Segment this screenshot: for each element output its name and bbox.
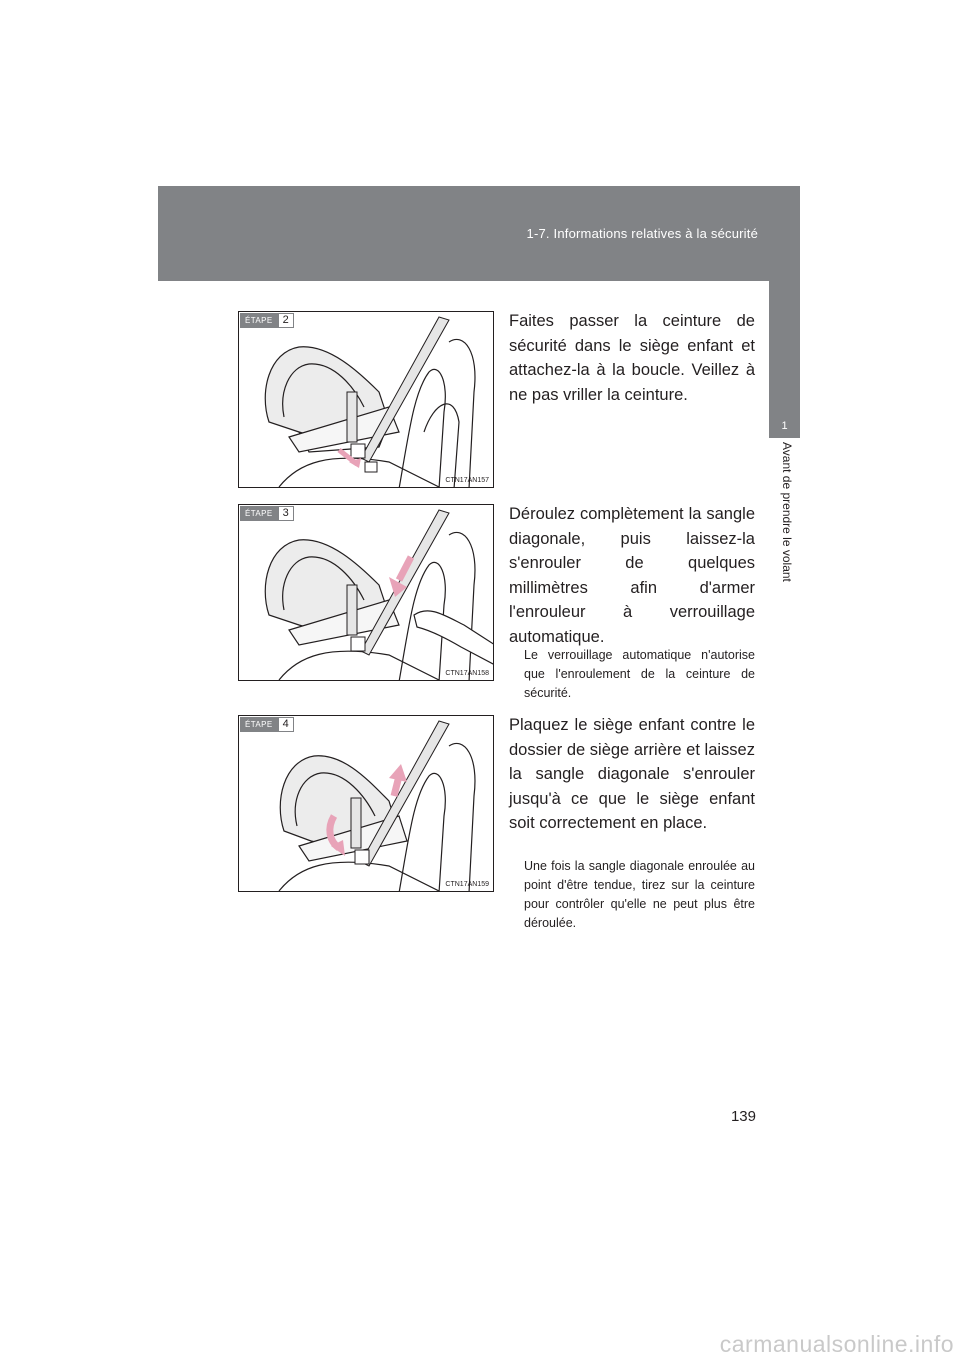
chapter-label: Avant de prendre le volant bbox=[780, 442, 794, 582]
step-4-text: Plaquez le siège enfant contre le dossier de siège arrière et laissez la sangle diagonale s'enrouler jusqu'à ce que le siège enfant soit correctement en place. bbox=[509, 716, 755, 832]
child-seat-drawing bbox=[239, 716, 494, 892]
step-4-note: Une fois la sangle diagonale enroulée au point d'être tendue, tirez sur la ceinture pour contrôler qu'elle ne peut plus être déroulée. bbox=[524, 859, 755, 930]
step-badge-number: 2 bbox=[278, 313, 294, 328]
step-3-illustration bbox=[238, 504, 494, 681]
step-badge bbox=[240, 717, 294, 732]
step-3-note: Le verrouillage automatique n'autorise que l'enroulement de la ceinture de sécurité. bbox=[524, 648, 755, 700]
step-badge-number: 3 bbox=[278, 506, 294, 521]
step-badge-word: ÉTAPE bbox=[240, 506, 278, 521]
page-header bbox=[158, 186, 800, 281]
figure-code: CTN17AN157 bbox=[445, 477, 489, 484]
step-4-illustration bbox=[238, 715, 494, 892]
child-seat-drawing bbox=[239, 312, 494, 488]
watermark: carmanualsonline.info bbox=[719, 1331, 954, 1357]
page-number: 139 bbox=[730, 1108, 756, 1125]
chapter-tab bbox=[769, 281, 800, 438]
step-badge bbox=[240, 313, 294, 328]
step-badge-word: ÉTAPE bbox=[240, 313, 278, 328]
step-badge-word: ÉTAPE bbox=[240, 717, 278, 732]
chapter-number: 1 bbox=[781, 420, 788, 432]
step-2-text: Faites passer la ceinture de sécurité dans le siège enfant et attachez-la à la boucle. Veillez à ne pas vriller la ceinture. bbox=[509, 312, 755, 404]
step-3-text: Déroulez complètement la sangle diagonale, puis laissez-la s'enrouler de quelques millimètres afin d'armer l'enrouleur à verrouillage automatique. bbox=[509, 505, 755, 646]
figure-code: CTN17AN158 bbox=[445, 670, 489, 677]
step-2-illustration bbox=[238, 311, 494, 488]
step-badge-number: 4 bbox=[278, 717, 294, 732]
step-badge bbox=[240, 506, 294, 521]
child-seat-drawing bbox=[239, 505, 494, 681]
section-title: 1-7. Informations relatives à la sécurité bbox=[526, 226, 758, 241]
figure-code: CTN17AN159 bbox=[445, 881, 489, 888]
